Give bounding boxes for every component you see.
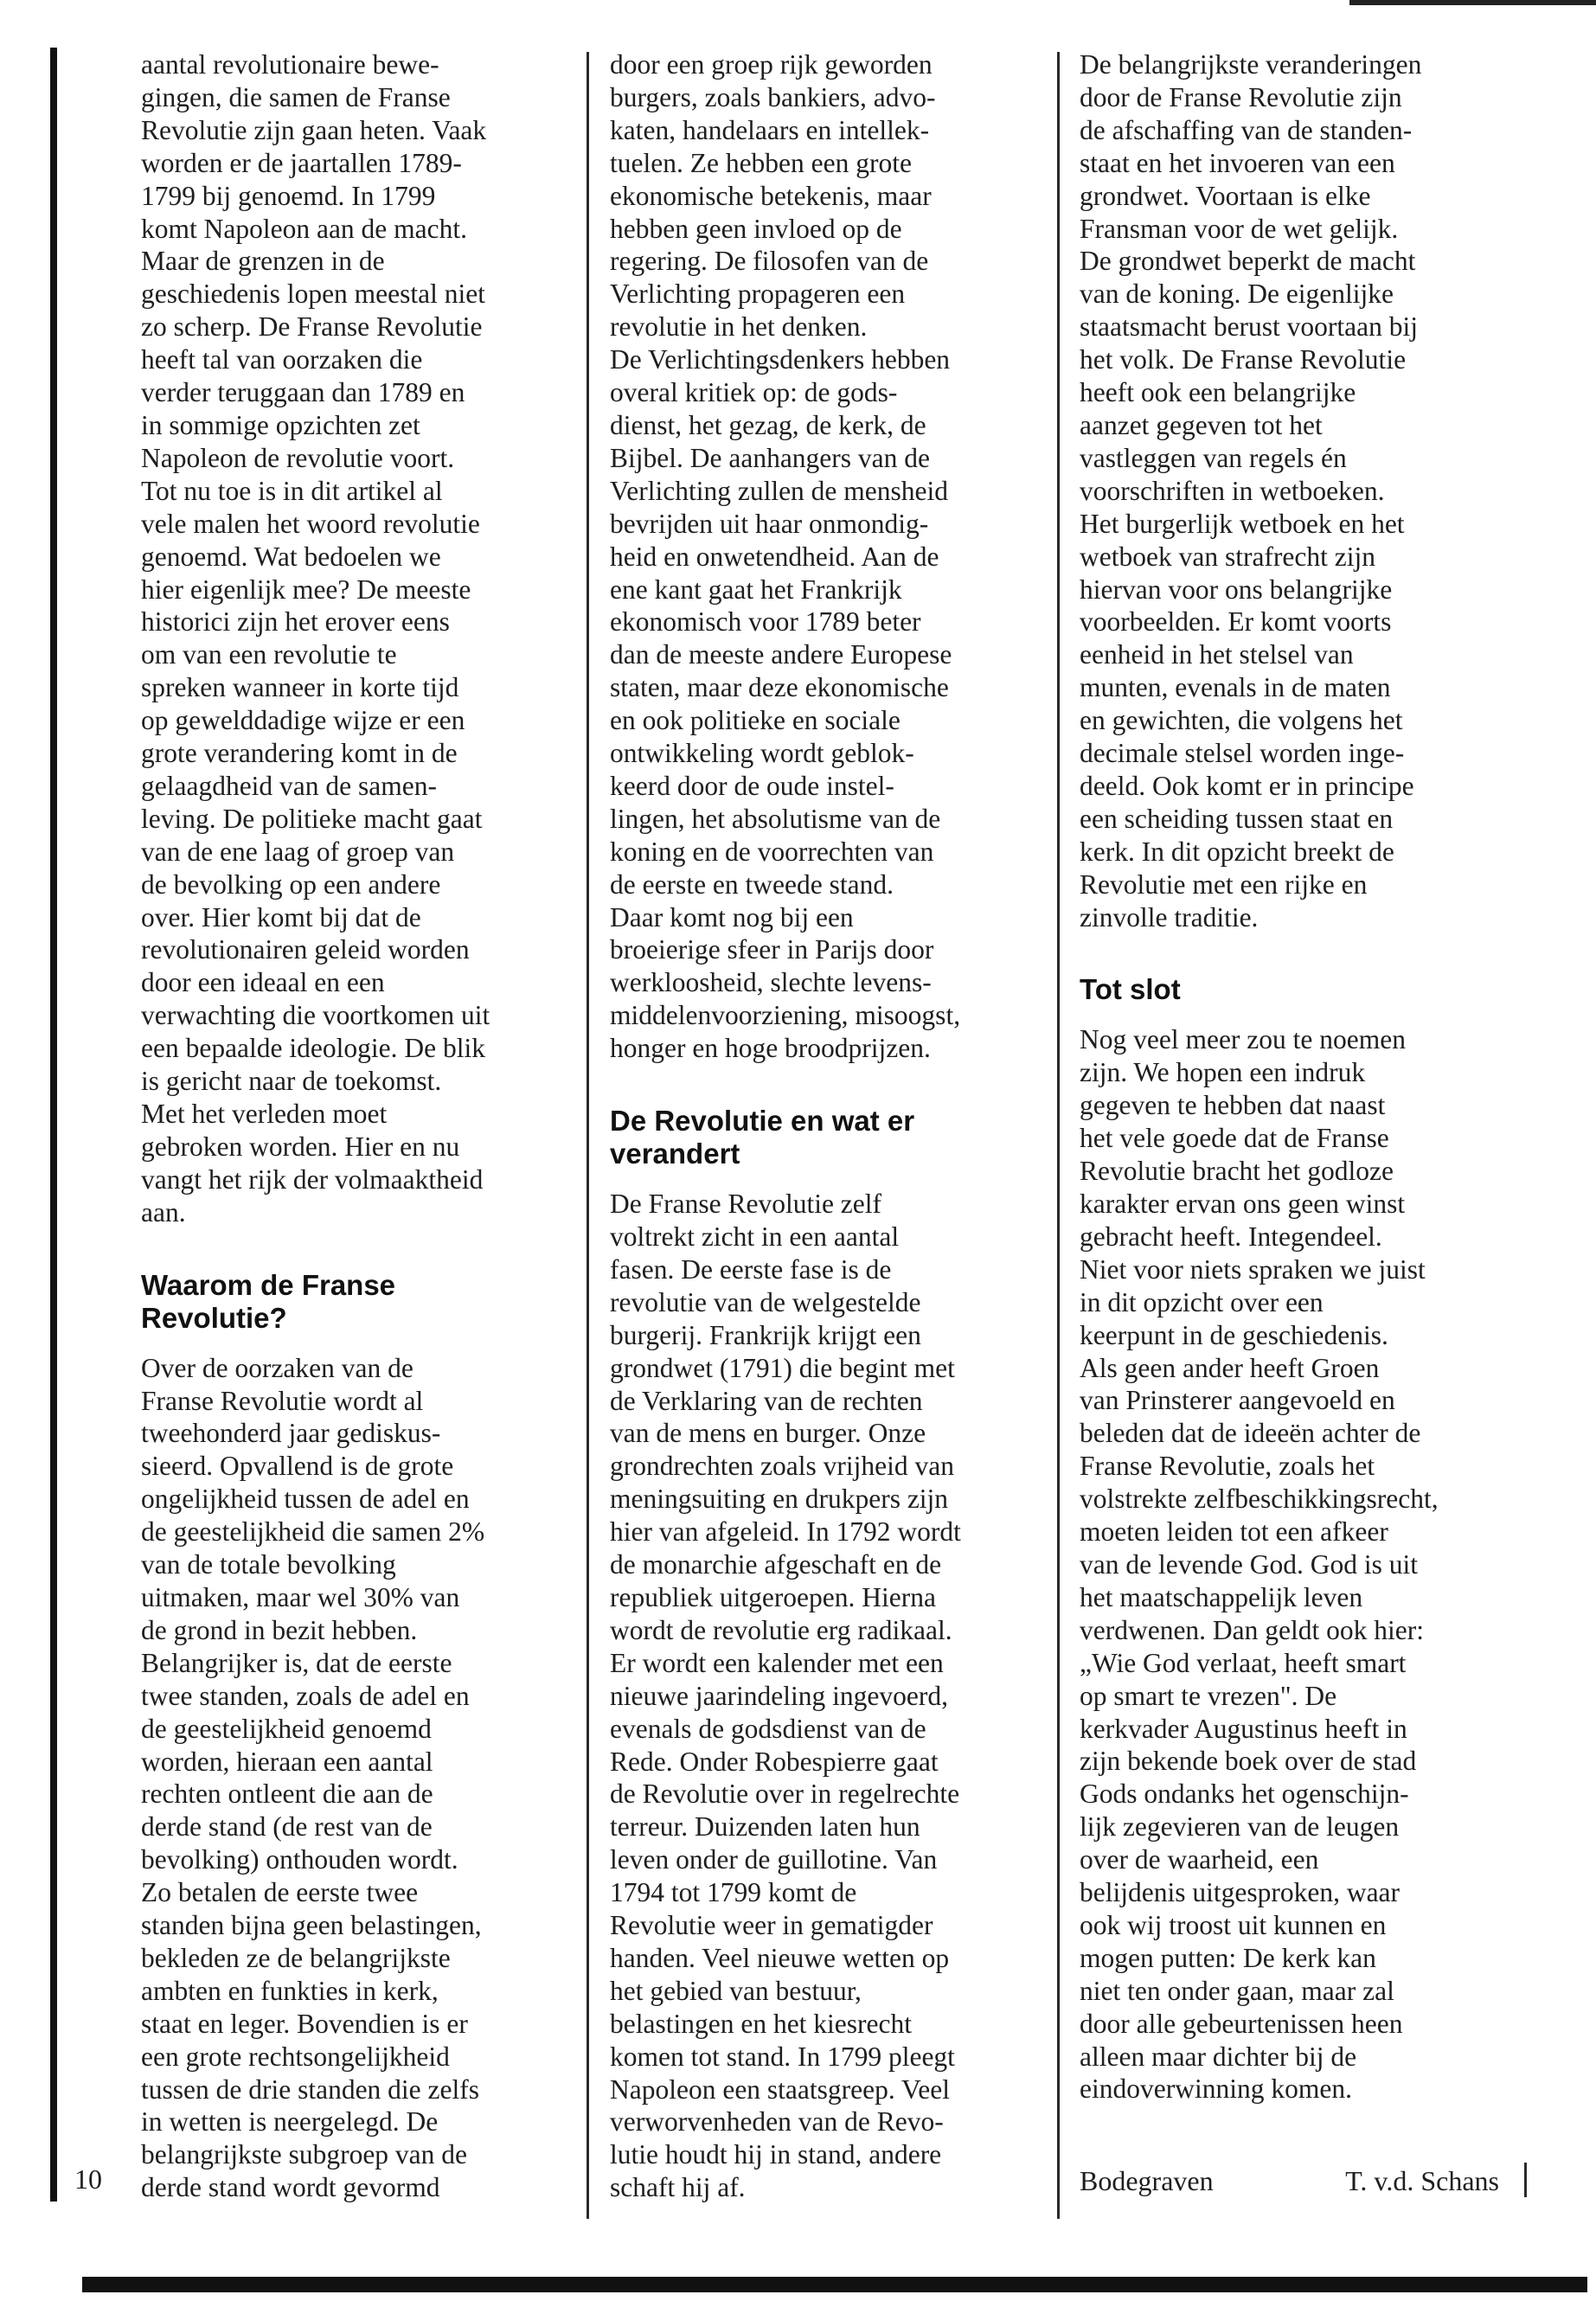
text-line: gegeven te hebben dat naast bbox=[1080, 1090, 1386, 1121]
text-line: niet ten onder gaan, maar zal bbox=[1080, 1975, 1394, 2006]
column-2-intro bbox=[610, 48, 1025, 1065]
text-line: koning en de voorrechten van bbox=[610, 836, 934, 867]
text-line: moeten leiden tot een afkeer bbox=[1080, 1516, 1388, 1548]
text-line: het vele goede dat de Franse bbox=[1080, 1123, 1389, 1154]
text-line: zijn. We hopen een indruk bbox=[1080, 1057, 1366, 1088]
text-line: middelenvoorziening, misoogst, bbox=[610, 1000, 961, 1031]
text-line: Er wordt een kalender met een bbox=[610, 1647, 944, 1678]
text-line: Niet voor niets spraken we juist bbox=[1080, 1253, 1426, 1285]
text-line: De Verlichtingsdenkers hebben bbox=[610, 344, 951, 375]
left-edge-bar bbox=[50, 48, 57, 2202]
text-line: Rede. Onder Robespierre gaat bbox=[610, 1746, 939, 1777]
heading-line: De Revolutie en wat er bbox=[610, 1105, 915, 1138]
text-line: ambten en funkties in kerk, bbox=[141, 1975, 439, 2006]
text-line: Verlichting zullen de mensheid bbox=[610, 475, 949, 506]
text-line: om van een revolutie te bbox=[141, 639, 397, 670]
text-line: vele malen het woord revolutie bbox=[141, 508, 480, 539]
text-line: staat en het invoeren van een bbox=[1080, 147, 1395, 178]
text-line: verworvenheden van de Revo- bbox=[610, 2106, 944, 2138]
text-line: ontwikkeling wordt geblok- bbox=[610, 738, 914, 769]
text-line: revolutionairen geleid worden bbox=[141, 934, 470, 965]
text-line: sieerd. Opvallend is de grote bbox=[141, 1451, 454, 1482]
text-line: verwachting die voortkomen uit bbox=[141, 1000, 490, 1031]
text-line: nieuwe jaarindeling ingevoerd, bbox=[610, 1680, 948, 1711]
text-line: Revolutie weer in gematigder bbox=[610, 1910, 933, 1941]
text-line: historici zijn het erover eens bbox=[141, 606, 450, 638]
section-heading-revolutie-verandert bbox=[610, 1105, 1025, 1170]
text-line: van de levende God. God is uit bbox=[1080, 1548, 1419, 1580]
text-line: Daar komt nog bij een bbox=[610, 901, 854, 933]
text-line: komen tot stand. In 1799 pleegt bbox=[610, 2041, 955, 2072]
text-line: derde stand (de rest van de bbox=[141, 1811, 433, 1843]
article-column-3 bbox=[1080, 48, 1495, 2106]
text-line: alleen maar dichter bij de bbox=[1080, 2041, 1357, 2072]
text-line: staten, maar deze ekonomische bbox=[610, 672, 949, 703]
text-line: Franse Revolutie, zoals het bbox=[1080, 1451, 1375, 1482]
column-divider-1 bbox=[586, 52, 589, 2219]
signature-place: Bodegraven bbox=[1080, 2165, 1214, 2196]
text-line: overal kritiek op: de gods- bbox=[610, 377, 898, 408]
text-line: Franse Revolutie wordt al bbox=[141, 1385, 424, 1416]
text-line: van de totale bevolking bbox=[141, 1549, 396, 1580]
text-line: dan de meeste andere Europese bbox=[610, 639, 952, 670]
text-line: Revolutie bracht het godloze bbox=[1080, 1156, 1394, 1187]
text-line: Napoleon een staatsgreep. Veel bbox=[610, 2073, 951, 2105]
text-line: meningsuiting en drukpers zijn bbox=[610, 1484, 949, 1515]
text-line: door alle gebeurtenissen heen bbox=[1080, 2008, 1403, 2039]
heading-line: Tot slot bbox=[1080, 973, 1181, 1006]
text-line: over de waarheid, een bbox=[1080, 1844, 1319, 1875]
text-line: karakter ervan ons geen winst bbox=[1080, 1189, 1406, 1219]
text-line: op gewelddadige wijze er een bbox=[141, 705, 465, 736]
text-line: keerd door de oude instel- bbox=[610, 770, 894, 801]
bottom-edge-bar bbox=[82, 2277, 1587, 2292]
text-line: grondwet. Voortaan is elke bbox=[1080, 180, 1371, 211]
text-line: leving. De politieke macht gaat bbox=[141, 803, 483, 834]
text-line: lingen, het absolutisme van de bbox=[610, 803, 941, 834]
text-line: De Franse Revolutie zelf bbox=[610, 1189, 882, 1220]
text-line: tweehonderd jaar gediskus- bbox=[141, 1418, 441, 1449]
text-line: verder teruggaan dan 1789 en bbox=[141, 377, 465, 408]
column-divider-2 bbox=[1057, 52, 1060, 2219]
text-line: 1799 bij genoemd. In 1799 bbox=[141, 180, 436, 211]
text-line: Met het verleden moet bbox=[141, 1099, 388, 1129]
text-line: Revolutie zijn gaan heten. Vaak bbox=[141, 114, 487, 145]
text-line: en gewichten, die volgens het bbox=[1080, 705, 1403, 736]
text-line: staatsmacht berust voortaan bij bbox=[1080, 311, 1419, 343]
text-line: Maar de grenzen in de bbox=[141, 246, 385, 277]
page-number: 10 bbox=[74, 2163, 102, 2195]
text-line: aanzet gegeven tot het bbox=[1080, 409, 1323, 440]
text-line: gebracht heeft. Integendeel. bbox=[1080, 1221, 1382, 1252]
text-line: eindoverwinning komen. bbox=[1080, 2073, 1352, 2105]
text-line: hier van afgeleid. In 1792 wordt bbox=[610, 1516, 961, 1548]
text-line: aan. bbox=[141, 1196, 186, 1227]
text-line: zinvolle traditie. bbox=[1080, 901, 1259, 933]
text-line: van Prinsterer aangevoeld en bbox=[1080, 1385, 1395, 1416]
text-line: broeierige sfeer in Parijs door bbox=[610, 934, 934, 965]
text-line: worden, hieraan een aantal bbox=[141, 1746, 433, 1777]
text-line: Zo betalen de eerste twee bbox=[141, 1877, 419, 1908]
signature-author: T. v.d. Schans bbox=[1345, 2165, 1499, 2196]
text-line: terreur. Duizenden laten hun bbox=[610, 1811, 920, 1843]
text-line: in dit opzicht over een bbox=[1080, 1286, 1324, 1317]
text-line: van de koning. De eigenlijke bbox=[1080, 279, 1394, 310]
text-line: het gebied van bestuur, bbox=[610, 1975, 862, 2006]
text-line: grote verandering komt in de bbox=[141, 738, 458, 769]
column-3-body bbox=[1080, 1023, 1495, 2106]
heading-line: Revolutie? bbox=[141, 1301, 287, 1334]
text-line: Napoleon de revolutie voort. bbox=[141, 442, 455, 473]
text-line: tussen de drie standen die zelfs bbox=[141, 2073, 479, 2105]
text-line: vastleggen van regels én bbox=[1080, 442, 1347, 473]
text-line: „Wie God verlaat, heeft smart bbox=[1080, 1647, 1407, 1678]
text-line: mogen putten: De kerk kan bbox=[1080, 1942, 1376, 1973]
text-line: een grote rechtsongelijkheid bbox=[141, 2041, 450, 2072]
text-line: eenheid in het stelsel van bbox=[1080, 639, 1354, 670]
author-signature bbox=[1080, 2164, 1499, 2197]
text-line: door een ideaal en een bbox=[141, 967, 385, 998]
text-line: ongelijkheid tussen de adel en bbox=[141, 1484, 470, 1515]
text-line: hier eigenlijk mee? De meeste bbox=[141, 574, 471, 605]
text-line: de eerste en tweede stand. bbox=[610, 868, 894, 900]
text-line: grondrechten zoals vrijheid van bbox=[610, 1451, 954, 1482]
text-line: beleden dat de ideeën achter de bbox=[1080, 1418, 1421, 1449]
heading-line: verandert bbox=[610, 1138, 740, 1170]
column-1-body bbox=[141, 1352, 556, 2205]
section-heading-waarom bbox=[141, 1269, 556, 1335]
text-line: 1794 tot 1799 komt de bbox=[610, 1877, 857, 1908]
text-line: Nog veel meer zou te noemen bbox=[1080, 1024, 1406, 1055]
text-line: genoemd. Wat bedoelen we bbox=[141, 541, 441, 572]
text-line: de geestelijkheid die samen 2% bbox=[141, 1516, 485, 1548]
text-line: belijdenis uitgesproken, waar bbox=[1080, 1877, 1401, 1908]
text-line: is gericht naar de toekomst. bbox=[141, 1066, 442, 1097]
text-line: bevrijden uit haar onmondig- bbox=[610, 508, 929, 539]
text-line: zo scherp. De Franse Revolutie bbox=[141, 311, 483, 343]
text-line: evenals de godsdienst van de bbox=[610, 1713, 926, 1744]
text-line: katen, handelaars en intellek- bbox=[610, 114, 930, 145]
text-line: rechten ontleent die aan de bbox=[141, 1779, 433, 1810]
text-line: Fransman voor de wet gelijk. bbox=[1080, 213, 1399, 244]
text-line: Als geen ander heeft Groen bbox=[1080, 1352, 1380, 1383]
text-line: hiervan voor ons belangrijke bbox=[1080, 574, 1393, 605]
text-line: een scheiding tussen staat en bbox=[1080, 803, 1394, 834]
text-line: verdwenen. Dan geldt ook hier: bbox=[1080, 1614, 1424, 1645]
text-line: op smart te vrezen". De bbox=[1080, 1680, 1337, 1711]
text-line: bekleden ze de belangrijkste bbox=[141, 1942, 451, 1973]
column-1-intro bbox=[141, 48, 556, 1229]
text-line: belastingen en het kiesrecht bbox=[610, 2008, 912, 2039]
text-line: gingen, die samen de Franse bbox=[141, 81, 451, 112]
text-line: De belangrijkste veranderingen bbox=[1080, 49, 1422, 80]
text-line: schaft hij af. bbox=[610, 2172, 746, 2203]
text-line: ook wij troost uit kunnen en bbox=[1080, 1909, 1387, 1940]
text-line: heeft tal van oorzaken die bbox=[141, 344, 423, 375]
text-line: kerk. In dit opzicht breekt de bbox=[1080, 836, 1394, 867]
text-line: heid en onwetendheid. Aan de bbox=[610, 541, 939, 572]
text-line: de Verklaring van de rechten bbox=[610, 1385, 923, 1416]
text-line: Verlichting propageren een bbox=[610, 279, 906, 310]
text-line: over. Hier komt bij dat de bbox=[141, 901, 421, 933]
text-line: Tot nu toe is in dit artikel al bbox=[141, 475, 443, 506]
text-line: burgers, zoals bankiers, advo- bbox=[610, 81, 936, 112]
text-line: heeft ook een belangrijke bbox=[1080, 377, 1356, 408]
column-divider-3 bbox=[1524, 2163, 1527, 2197]
text-line: ekonomische betekenis, maar bbox=[610, 180, 932, 211]
text-line: derde stand wordt gevormd bbox=[141, 2172, 440, 2203]
text-line: honger en hoge broodprijzen. bbox=[610, 1033, 931, 1064]
text-line: het volk. De Franse Revolutie bbox=[1080, 344, 1407, 375]
text-line: bevolking) onthouden wordt. bbox=[141, 1844, 458, 1875]
text-line: en ook politieke en sociale bbox=[610, 705, 901, 736]
text-line: burgerij. Frankrijk krijgt een bbox=[610, 1319, 921, 1350]
text-line: Bijbel. De aanhangers van de bbox=[610, 442, 930, 473]
text-line: wetboek van strafrecht zijn bbox=[1080, 541, 1375, 572]
text-line: spreken wanneer in korte tijd bbox=[141, 672, 459, 703]
text-line: decimale stelsel worden inge- bbox=[1080, 738, 1405, 769]
text-line: volstrekte zelfbeschikkingsrecht, bbox=[1080, 1484, 1439, 1515]
text-line: de bevolking op een andere bbox=[141, 868, 441, 900]
text-line: van de ene laag of groep van bbox=[141, 836, 455, 867]
text-line: vangt het rijk der volmaaktheid bbox=[141, 1163, 484, 1195]
text-line: van de mens en burger. Onze bbox=[610, 1418, 926, 1449]
article-column-1 bbox=[141, 48, 556, 2204]
text-line: Het burgerlijk wetboek en het bbox=[1080, 508, 1405, 539]
text-line: de afschaffing van de standen- bbox=[1080, 114, 1413, 145]
text-line: ene kant gaat het Frankrijk bbox=[610, 574, 902, 605]
text-line: voltrekt zicht in een aantal bbox=[610, 1221, 900, 1252]
text-line: tuelen. Ze hebben een grote bbox=[610, 147, 912, 178]
text-line: ekonomisch voor 1789 beter bbox=[610, 606, 921, 638]
text-line: Gods ondanks het ogenschijn- bbox=[1080, 1779, 1409, 1810]
text-line: deeld. Ook komt er in principe bbox=[1080, 770, 1414, 801]
text-line: in sommige opzichten zet bbox=[141, 409, 420, 440]
column-3-intro bbox=[1080, 48, 1495, 933]
text-line: twee standen, zoals de adel en bbox=[141, 1680, 470, 1711]
text-line: hebben geen invloed op de bbox=[610, 213, 902, 244]
text-line: voorbeelden. Er komt voorts bbox=[1080, 606, 1392, 638]
text-line: lijk zegevieren van de leugen bbox=[1080, 1811, 1400, 1843]
text-line: Revolutie met een rijke en bbox=[1080, 868, 1368, 900]
text-line: komt Napoleon aan de macht. bbox=[141, 213, 468, 244]
text-line: aantal revolutionaire bewe- bbox=[141, 49, 439, 80]
text-line: leven onder de guillotine. Van bbox=[610, 1844, 938, 1875]
text-line: belangrijkste subgroep van de bbox=[141, 2139, 468, 2170]
text-line: staat en leger. Bovendien is er bbox=[141, 2008, 468, 2039]
text-line: handen. Veel nieuwe wetten op bbox=[610, 1942, 950, 1973]
text-line: De grondwet beperkt de macht bbox=[1080, 246, 1416, 277]
heading-line: Waarom de Franse bbox=[141, 1268, 396, 1301]
text-line: door een groep rijk geworden bbox=[610, 49, 933, 80]
text-line: de grond in bezit hebben. bbox=[141, 1614, 418, 1645]
text-line: munten, evenals in de maten bbox=[1080, 672, 1391, 703]
section-heading-tot-slot bbox=[1080, 973, 1495, 1006]
text-line: zijn bekende boek over de stad bbox=[1080, 1746, 1417, 1777]
article-column-2 bbox=[610, 48, 1025, 2204]
text-line: uitmaken, maar wel 30% van bbox=[141, 1581, 460, 1612]
text-line: in wetten is neergelegd. De bbox=[141, 2106, 439, 2138]
text-line: het maatschappelijk leven bbox=[1080, 1581, 1363, 1612]
text-line: worden er de jaartallen 1789- bbox=[141, 147, 462, 178]
text-line: dienst, het gezag, de kerk, de bbox=[610, 409, 926, 440]
top-edge-bar bbox=[1349, 0, 1596, 5]
text-line: de Revolutie over in regelrechte bbox=[610, 1779, 960, 1810]
text-line: Over de oorzaken van de bbox=[141, 1352, 413, 1383]
text-line: door de Franse Revolutie zijn bbox=[1080, 81, 1402, 112]
text-line: geschiedenis lopen meestal niet bbox=[141, 279, 485, 310]
text-line: standen bijna geen belastingen, bbox=[141, 1910, 482, 1941]
text-line: revolutie van de welgestelde bbox=[610, 1286, 921, 1317]
text-line: gelaagdheid van de samen- bbox=[141, 770, 437, 801]
text-line: werkloosheid, slechte levens- bbox=[610, 967, 932, 998]
text-line: revolutie in het denken. bbox=[610, 311, 868, 343]
text-line: voorschriften in wetboeken. bbox=[1080, 475, 1385, 506]
text-line: een bepaalde ideologie. De blik bbox=[141, 1033, 485, 1064]
text-line: wordt de revolutie erg radikaal. bbox=[610, 1614, 952, 1645]
text-line: Belangrijker is, dat de eerste bbox=[141, 1647, 452, 1678]
text-line: grondwet (1791) die begint met bbox=[610, 1352, 955, 1383]
text-line: gebroken worden. Hier en nu bbox=[141, 1131, 460, 1162]
text-line: keerpunt in de geschiedenis. bbox=[1080, 1319, 1388, 1350]
text-line: fasen. De eerste fase is de bbox=[610, 1253, 892, 1285]
text-line: republiek uitgeroepen. Hierna bbox=[610, 1581, 936, 1612]
column-2-body bbox=[610, 1188, 1025, 2204]
text-line: regering. De filosofen van de bbox=[610, 246, 929, 277]
text-line: de monarchie afgeschaft en de bbox=[610, 1549, 942, 1580]
text-line: kerkvader Augustinus heeft in bbox=[1080, 1713, 1407, 1744]
text-line: de geestelijkheid genoemd bbox=[141, 1713, 432, 1744]
text-line: lutie houdt hij in stand, andere bbox=[610, 2139, 942, 2170]
